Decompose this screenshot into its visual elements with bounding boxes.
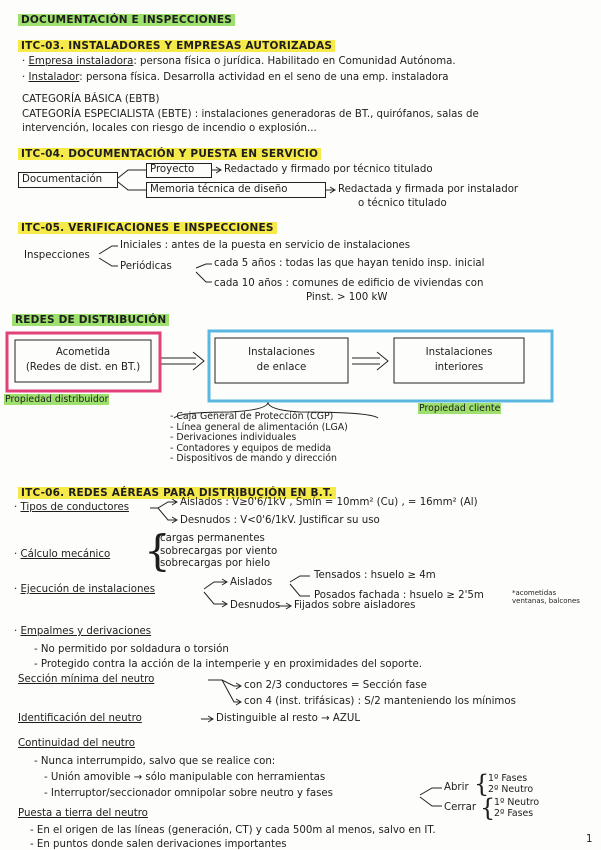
cerrar-step-2: 2º Fases [494,808,534,819]
propiedad-cliente: Propiedad cliente [419,403,501,414]
continuidad-item-2: - Unión amovible → sólo manipulable con herramientas [44,772,326,783]
puesta-tierra-label: Puesta a tierra del neutro [18,808,148,819]
cerrar-brace: { [480,794,496,822]
cada10-line2: Pinst. > 100 kW [306,292,388,303]
itc05-heading: ITC-05. VERIFICACIONES E INSPECCIONES [18,222,277,234]
tipos-line: · Tipos de conductores [14,502,130,513]
itc03-heading: ITC-03. INSTALADORES Y EMPRESAS AUTORIZADAS [18,40,335,52]
abrir-step-2: 2º Neutro [488,784,534,795]
empresa-term: Empresa instaladora [28,56,134,67]
empalmes-line: · Empalmes y derivaciones [14,626,152,637]
posados-line: Posados fachada : hsuelo ≥ 2'5m [314,590,484,601]
puesta-tierra-item-2: - En puntos donde salen derivaciones importantes [30,839,287,850]
carga-item: sobrecargas por viento [160,545,278,557]
identificacion-desc: Distinguible al resto → AZUL [216,713,360,724]
posados-note-2: ventanas, balcones [512,596,580,605]
empresa-def: : persona física o jurídica. Habilitado en Comunidad Autónoma. [133,56,456,67]
redes-heading: REDES DE DISTRIBUCIÓN [12,314,169,326]
memoria-desc-2: o técnico titulado [358,198,447,209]
itc03-line-instalador: · Instalador: persona física. Desarrolla actividad en el seno de una emp. instaladora [22,72,449,83]
fijados-line: Fijados sobre aisladores [294,600,416,611]
tipos-label: Tipos de conductores [20,502,130,513]
ejecucion-label: Ejecución de instalaciones [20,584,156,595]
puesta-tierra-item-1: - En el origen de las líneas (generación, CT) y cada 500m al menos, salvo en IT. [30,825,436,836]
ejecucion-line: · Ejecución de instalaciones [14,584,156,595]
interiores-line2: interiores [434,362,484,373]
empalmes-item-1: - No permitido por soldadura o torsión [34,644,229,655]
desnudos-label: Desnudos [230,600,281,611]
categoria-especialista-line1: CATEGORÍA ESPECIALISTA (EBTE) : instalaciones generadoras de BT., quirófanos, salas de [22,109,479,120]
aislados-label: Aislados [230,577,273,588]
cerrar-label: Cerrar [444,802,477,813]
cada5-line: cada 5 años : todas las que hayan tenido insp. inicial [214,258,485,269]
enlace-part: - Caja General de Protección (CGP) [170,411,334,422]
posados-note-1: *acometidas [512,589,557,597]
continuidad-item-1: - Nunca interrumpido, salvo que se realice con: [34,756,276,767]
itc04-heading: ITC-04. DOCUMENTACIÓN Y PUESTA EN SERVICIO [18,148,321,160]
identificacion-label: Identificación del neutro [18,713,142,724]
enlace-part: - Dispositivos de mando y dirección [170,453,337,464]
carga-item: sobrecargas por hielo [160,558,271,569]
abrir-brace: { [474,770,490,798]
aislados-def: Aislados : V≥0'6/1kV , Smín = 10mm² (Cu) , = 16mm² (Al) [180,497,478,508]
itc06-heading: ITC-06. REDES AÉREAS PARA DISTRIBUCIÓN EN B.T. [18,487,336,499]
proyecto-label: Proyecto [150,164,195,175]
inspecciones-label: Inspecciones [24,250,90,261]
cerrar-steps [494,797,539,819]
iniciales-line: Iniciales : antes de la puesta en servicio de instalaciones [120,240,411,251]
itc03-line-empresa: · Empresa instaladora: persona física o jurídica. Habilitado en Comunidad Autónoma. [22,56,456,67]
enlace-part: - Derivaciones individuales [170,432,297,443]
empalmes-label: Empalmes y derivaciones [20,626,152,637]
enlace-part: - Contadores y equipos de medida [170,442,332,454]
seccion-label: Sección mínima del neutro [18,674,155,685]
instalador-def: : persona física. Desarrolla actividad en el seno de una emp. instaladora [79,72,449,83]
abrir-label: Abrir [444,782,469,793]
tensados-line: Tensados : hsuelo ≥ 4m [314,570,436,581]
seccion-item-1: con 2/3 conductores = Sección fase [244,680,427,691]
carga-item: cargas permanentes [160,533,265,544]
proyecto-desc: Redactado y firmado por técnico titulado [224,164,433,175]
abrir-step-1: 1º Fases [488,773,528,784]
abrir-steps [488,773,533,795]
instalador-term: Instalador [28,72,80,83]
interiores-line1: Instalaciones [425,347,493,358]
propiedad-distribuidor: Propiedad distribuidor [5,394,109,405]
cargas-list [160,533,277,571]
enlace-parts-list [170,412,348,465]
continuidad-label: Continuidad del neutro [18,738,135,749]
enlace-part: - Línea general de alimentación (LGA) [170,421,348,433]
posados-note [512,590,580,605]
categoria-basica: CATEGORÍA BÁSICA (EBTB) [22,94,160,105]
calculo-label: Cálculo mecánico [20,549,111,560]
page-number: 1 [586,834,593,845]
calculo-brace: { [144,526,171,575]
empalmes-item-2: - Protegido contra la acción de la intemperie y en proximidades del soporte. [34,659,422,670]
continuidad-item-3: - Interruptor/seccionador omnipolar sobre neutro y fases [44,788,333,799]
desnudos-def: Desnudos : V<0'6/1kV. Justificar su uso [180,515,380,526]
cada10-line1: cada 10 años : comunes de edificio de viviendas con [214,278,484,289]
acometida-line1: Acometida [55,347,111,358]
page-title: DOCUMENTACIÓN E INSPECCIONES [18,14,235,26]
cerrar-step-1: 1º Neutro [494,797,540,808]
categoria-especialista-line2: intervención, locales con riesgo de incendio o explosión... [22,123,317,134]
enlace-line1: Instalaciones [248,347,315,358]
acometida-line2: (Redes de dist. en BT.) [25,362,141,373]
memoria-desc-1: Redactada y firmada por instalador [338,184,519,195]
periodicas-label: Periódicas [120,261,172,272]
calculo-line: · Cálculo mecánico [14,549,111,560]
documentacion-label: Documentación [22,174,103,185]
enlace-line2: de enlace [256,362,307,373]
seccion-item-2: con 4 (inst. trifásicas) : S/2 manteniendo los mínimos [244,696,516,707]
memoria-label: Memoria técnica de diseño [150,184,288,195]
